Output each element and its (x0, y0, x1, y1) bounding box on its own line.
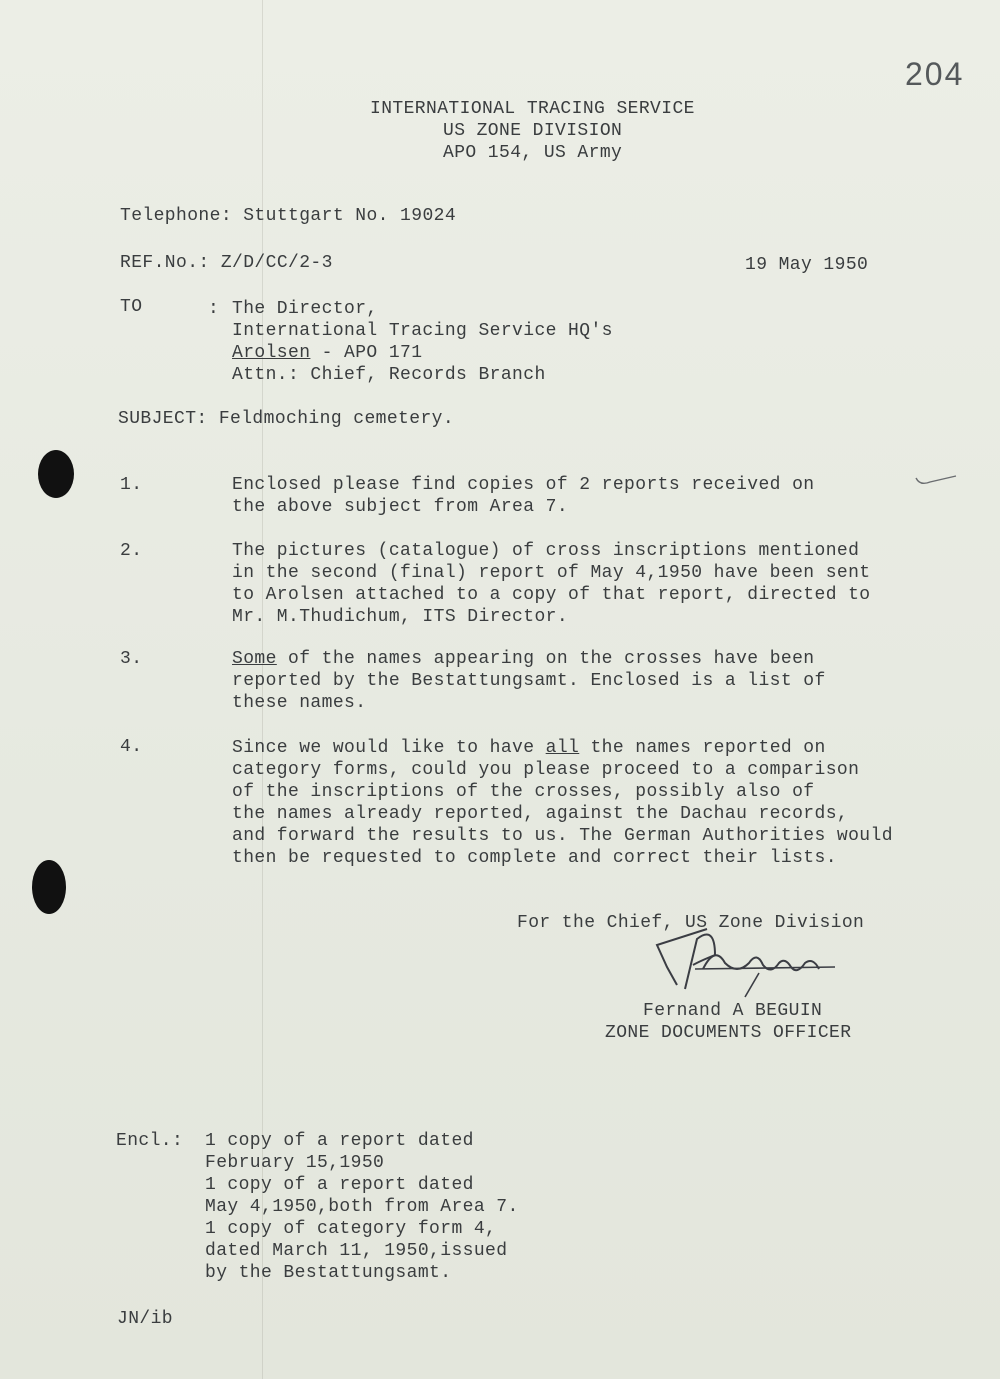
subject-line: SUBJECT: Feldmoching cemetery. (118, 409, 455, 429)
paragraph-4-line-4: the names already reported, against the Dachau records, (232, 804, 849, 824)
paragraph-3-number: 3. (120, 649, 143, 669)
addressee-line-4: Attn.: Chief, Records Branch (232, 365, 546, 385)
paragraph-4-emphasis: all (545, 738, 580, 758)
letter-date: 19 May 1950 (745, 255, 869, 275)
paragraph-3-line-1-rest: of the names appearing on the crosses have been (276, 649, 815, 669)
addressee-line-1: The Director, (232, 299, 378, 319)
enclosure-line-7: by the Bestattungsamt. (205, 1263, 452, 1283)
paragraph-3-line-2: reported by the Bestattungsamt. Enclosed is a list of (232, 671, 826, 691)
paragraph-3-line-1 (232, 648, 815, 670)
signatory-name: Fernand A BEGUIN (643, 1001, 823, 1021)
enclosures-label: Encl.: (116, 1131, 184, 1151)
paragraph-4-line-1-b: the names reported on (579, 738, 826, 758)
paragraph-1-number: 1. (120, 475, 143, 495)
header-org: INTERNATIONAL TRACING SERVICE (370, 99, 695, 119)
typist-initials: JN/ib (117, 1309, 174, 1329)
punch-hole-bottom (32, 860, 66, 914)
paragraph-3-line-3: these names. (232, 693, 367, 713)
paragraph-2-number: 2. (120, 541, 143, 561)
paragraph-1-line-1: Enclosed please find copies of 2 reports received on (232, 475, 815, 495)
paragraph-1-line-2: the above subject from Area 7. (232, 497, 569, 517)
enclosure-line-1: 1 copy of a report dated (205, 1131, 474, 1151)
to-label: TO (120, 297, 143, 317)
signatory-title: ZONE DOCUMENTS OFFICER (605, 1023, 852, 1043)
page-number: 204 (905, 56, 965, 92)
enclosure-line-6: dated March 11, 1950,issued (205, 1241, 508, 1261)
header-division: US ZONE DIVISION (443, 121, 623, 141)
paragraph-4-line-5: and forward the results to us. The German Authorities would (232, 826, 893, 846)
punch-hole-top (38, 450, 74, 498)
paragraph-4-line-1 (232, 737, 826, 759)
enclosure-line-3: 1 copy of a report dated (205, 1175, 474, 1195)
paragraph-4-number: 4. (120, 737, 143, 757)
to-colon: : (208, 299, 220, 319)
paragraph-3-emphasis: Some (232, 649, 277, 669)
paragraph-2-line-4: Mr. M.Thudichum, ITS Director. (232, 607, 569, 627)
paragraph-2-line-2: in the second (final) report of May 4,1950 have been sent (232, 563, 871, 583)
enclosure-line-2: February 15,1950 (205, 1153, 385, 1173)
addressee-line-3 (232, 342, 422, 364)
addressee-city: Arolsen (232, 343, 311, 363)
paragraph-4-line-2: category forms, could you please proceed to a comparison (232, 760, 860, 780)
reference-number: REF.No.: Z/D/CC/2-3 (120, 253, 333, 273)
closing-for-line: For the Chief, US Zone Division (517, 913, 865, 933)
telephone-line: Telephone: Stuttgart No. 19024 (120, 206, 457, 226)
handwritten-signature (645, 905, 845, 1005)
paragraph-2-line-3: to Arolsen attached to a copy of that report, directed to (232, 585, 871, 605)
paragraph-2-line-1: The pictures (catalogue) of cross inscriptions mentioned (232, 541, 860, 561)
paragraph-4-line-1-a: Since we would like to have (232, 738, 546, 758)
enclosure-line-4: May 4,1950,both from Area 7. (205, 1197, 519, 1217)
addressee-apo: - APO 171 (310, 343, 423, 363)
paragraph-4-line-6: then be requested to complete and correct their lists. (232, 848, 837, 868)
addressee-line-2: International Tracing Service HQ's (232, 321, 613, 341)
header-apo: APO 154, US Army (443, 143, 623, 163)
enclosure-line-5: 1 copy of category form 4, (205, 1219, 497, 1239)
paragraph-4-line-3: of the inscriptions of the crosses, possibly also of (232, 782, 815, 802)
margin-mark (912, 472, 962, 492)
